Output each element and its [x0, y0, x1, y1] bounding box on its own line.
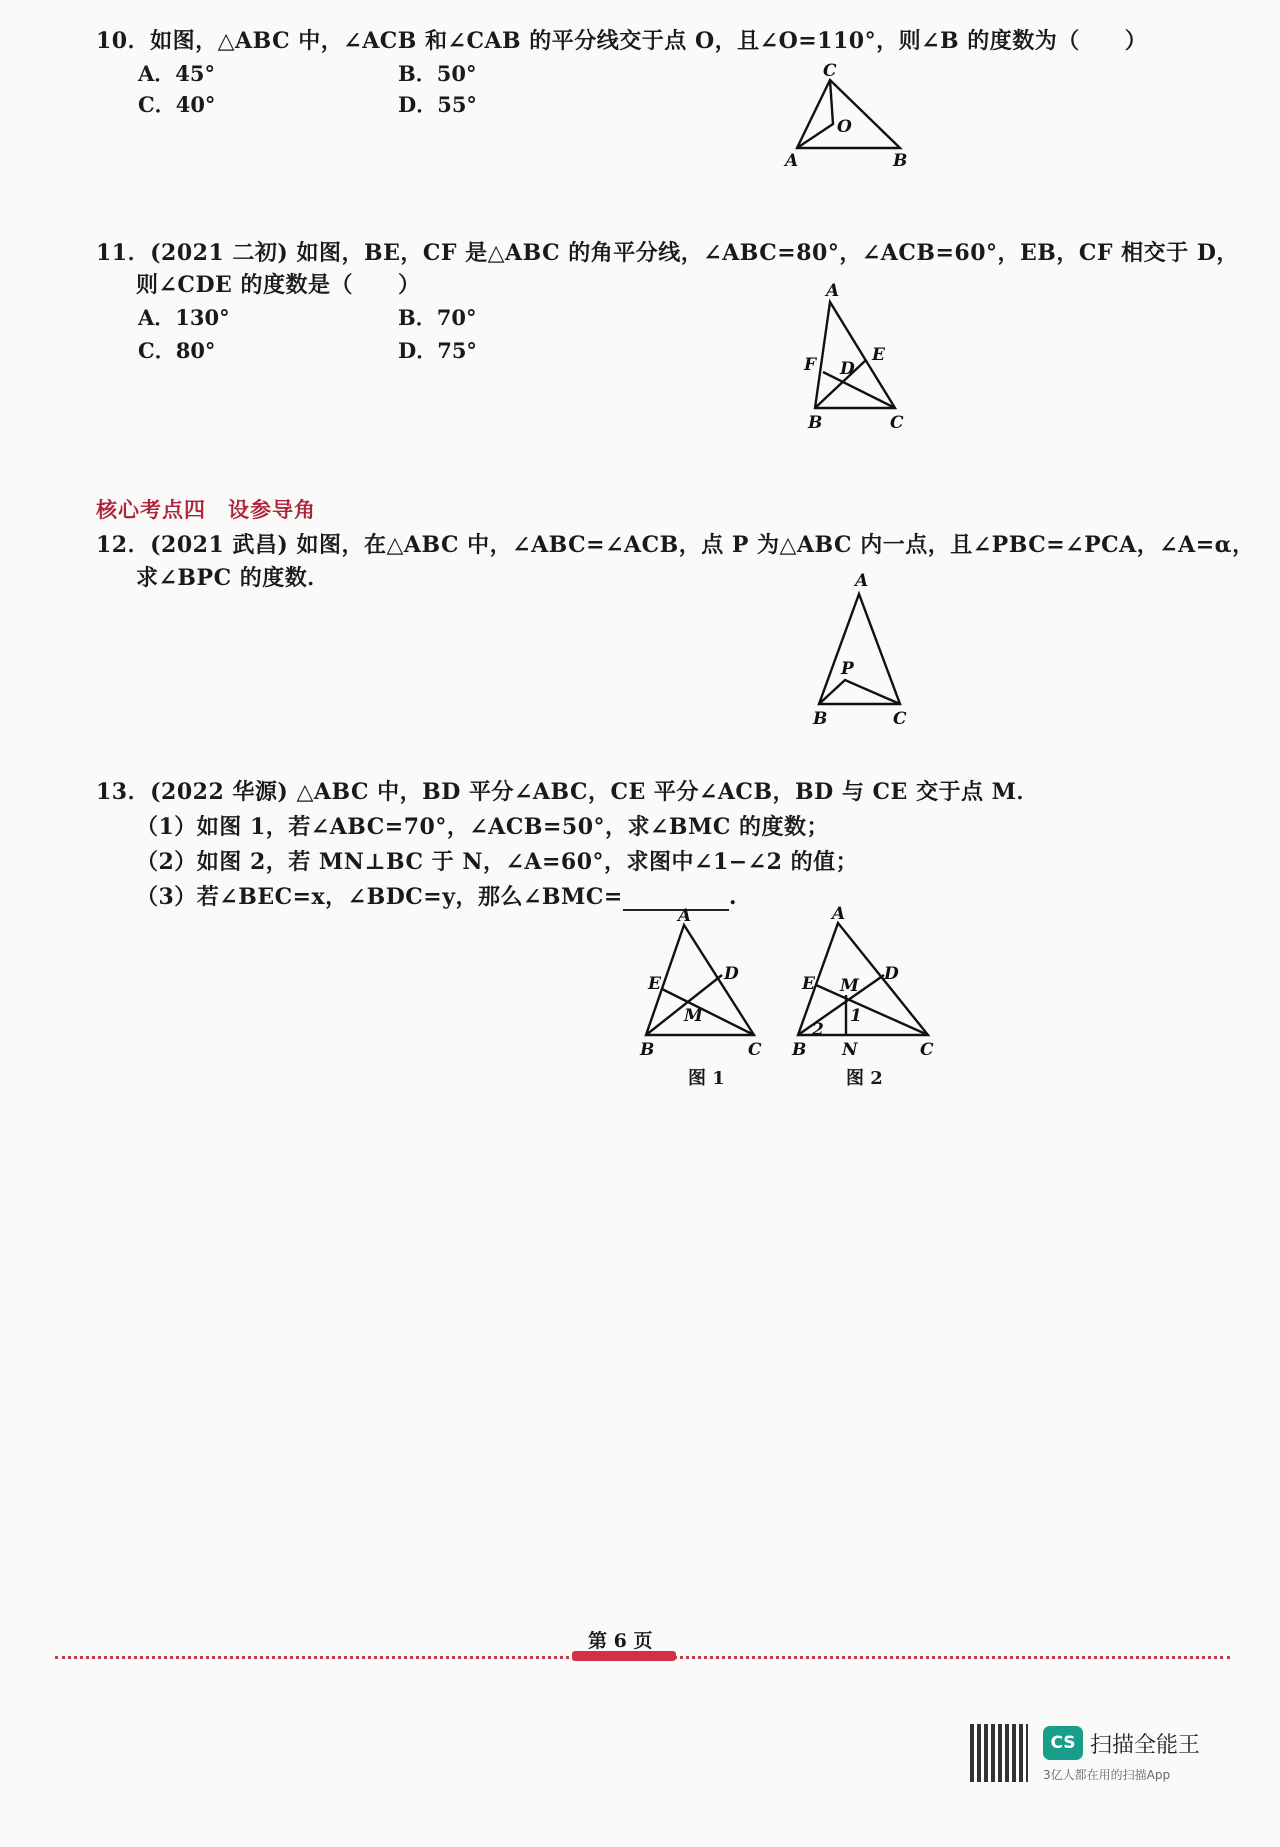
q11-label-e: E: [872, 345, 885, 365]
q11-figure: [800, 282, 910, 434]
fig2-label-d: D: [884, 964, 899, 984]
q11-stem-line1: 11．(2021 二初) 如图，BE，CF 是△ABC 的角平分线，∠ABC=80°，∠ACB=60°，EB，CF 相交于 D，: [96, 240, 1239, 266]
q12-label-a: A: [855, 571, 869, 591]
q12-stem-line1: 12．(2021 武昌) 如图，在△ABC 中，∠ABC=∠ACB，点 P 为△ABC 内一点，且∠PBC=∠PCA，∠A=α，: [96, 532, 1255, 558]
fig2-label-e: E: [802, 974, 815, 994]
q11-label-a: A: [826, 281, 840, 301]
q10-label-c: C: [823, 61, 837, 81]
fig2-label-a: A: [832, 904, 846, 924]
q12-stem-line2: 求∠BPC 的度数．: [136, 565, 330, 591]
fig2-label-angle-2: 2: [812, 1020, 824, 1040]
q10-option-c: C．40°: [138, 92, 216, 117]
q11-option-d: D．75°: [398, 338, 477, 363]
fig1-caption: 图 1: [688, 1068, 725, 1089]
q10-option-b: B．50°: [398, 61, 477, 86]
fig1-label-c: C: [748, 1040, 762, 1060]
q10-option-a: A．45°: [138, 61, 216, 86]
q13-part2: （2）如图 2，若 MN⊥BC 于 N，∠A=60°，求图中∠1−∠2 的值；: [136, 849, 859, 875]
fig2-triangle: [798, 923, 928, 1035]
fig1-label-d: D: [724, 964, 739, 984]
page-number: 第 6 页: [588, 1630, 653, 1652]
cs-app-name: 扫描全能王: [1090, 1733, 1201, 1758]
q11-option-a: A．130°: [138, 305, 230, 330]
fig2-caption: 图 2: [846, 1068, 883, 1089]
fig1-label-m: M: [684, 1006, 703, 1026]
fig2-label-m: M: [840, 976, 859, 996]
fig2-label-angle-1: 1: [850, 1006, 862, 1026]
q13-figure-1: [632, 905, 772, 1060]
fig2-label-b: B: [792, 1040, 807, 1060]
q13-stem: 13．(2022 华源) △ABC 中，BD 平分∠ABC，CE 平分∠ACB，BD 与 CE 交于点 M．: [96, 779, 1039, 805]
fig1-label-a: A: [678, 906, 692, 926]
cs-logo: CS: [1043, 1726, 1083, 1760]
fig2-label-n: N: [842, 1040, 858, 1060]
q10-option-d: D．55°: [398, 92, 477, 117]
q11-label-c: C: [890, 413, 904, 433]
q12-label-b: B: [813, 709, 828, 729]
q12-figure: [805, 570, 915, 730]
q11-label-f: F: [804, 355, 817, 375]
q11-option-b: B．70°: [398, 305, 477, 330]
q11-label-b: B: [808, 413, 823, 433]
q11-stem-line2: 则∠CDE 的度数是（ ）: [136, 272, 421, 298]
q12-label-p: P: [841, 659, 854, 679]
q12-label-c: C: [893, 709, 907, 729]
q10-stem: 10．如图，△ABC 中，∠ACB 和∠CAB 的平分线交于点 O，且∠O=110°，则∠B 的度数为（ ）: [96, 28, 1148, 54]
q10-label-b: B: [893, 151, 908, 171]
cs-tagline: 3亿人都在用的扫描App: [1043, 1768, 1171, 1782]
fig1-label-e: E: [648, 974, 661, 994]
section-heading: 核心考点四 设参导角: [96, 497, 316, 522]
q13-part1: （1）如图 1，若∠ABC=70°，∠ACB=50°，求∠BMC 的度数；: [136, 814, 830, 840]
q13-figure-2: [788, 905, 938, 1060]
fig1-label-b: B: [640, 1040, 655, 1060]
q13-part3: （3）若∠BEC=x，∠BDC=y，那么∠BMC= .: [136, 884, 737, 910]
q11-option-c: C．80°: [138, 338, 216, 363]
fig2-label-c: C: [920, 1040, 934, 1060]
q11-label-d: D: [840, 359, 855, 379]
q10-label-o: O: [837, 117, 852, 137]
q10-label-a: A: [785, 151, 799, 171]
q12-segments-bp-pc: [819, 680, 900, 704]
qr-code-icon: [970, 1724, 1028, 1782]
q10-figure: [785, 60, 915, 172]
q13-part3-text: （3）若∠BEC=x，∠BDC=y，那么∠BMC=: [136, 884, 623, 910]
scanner-watermark: [970, 1724, 1250, 1842]
